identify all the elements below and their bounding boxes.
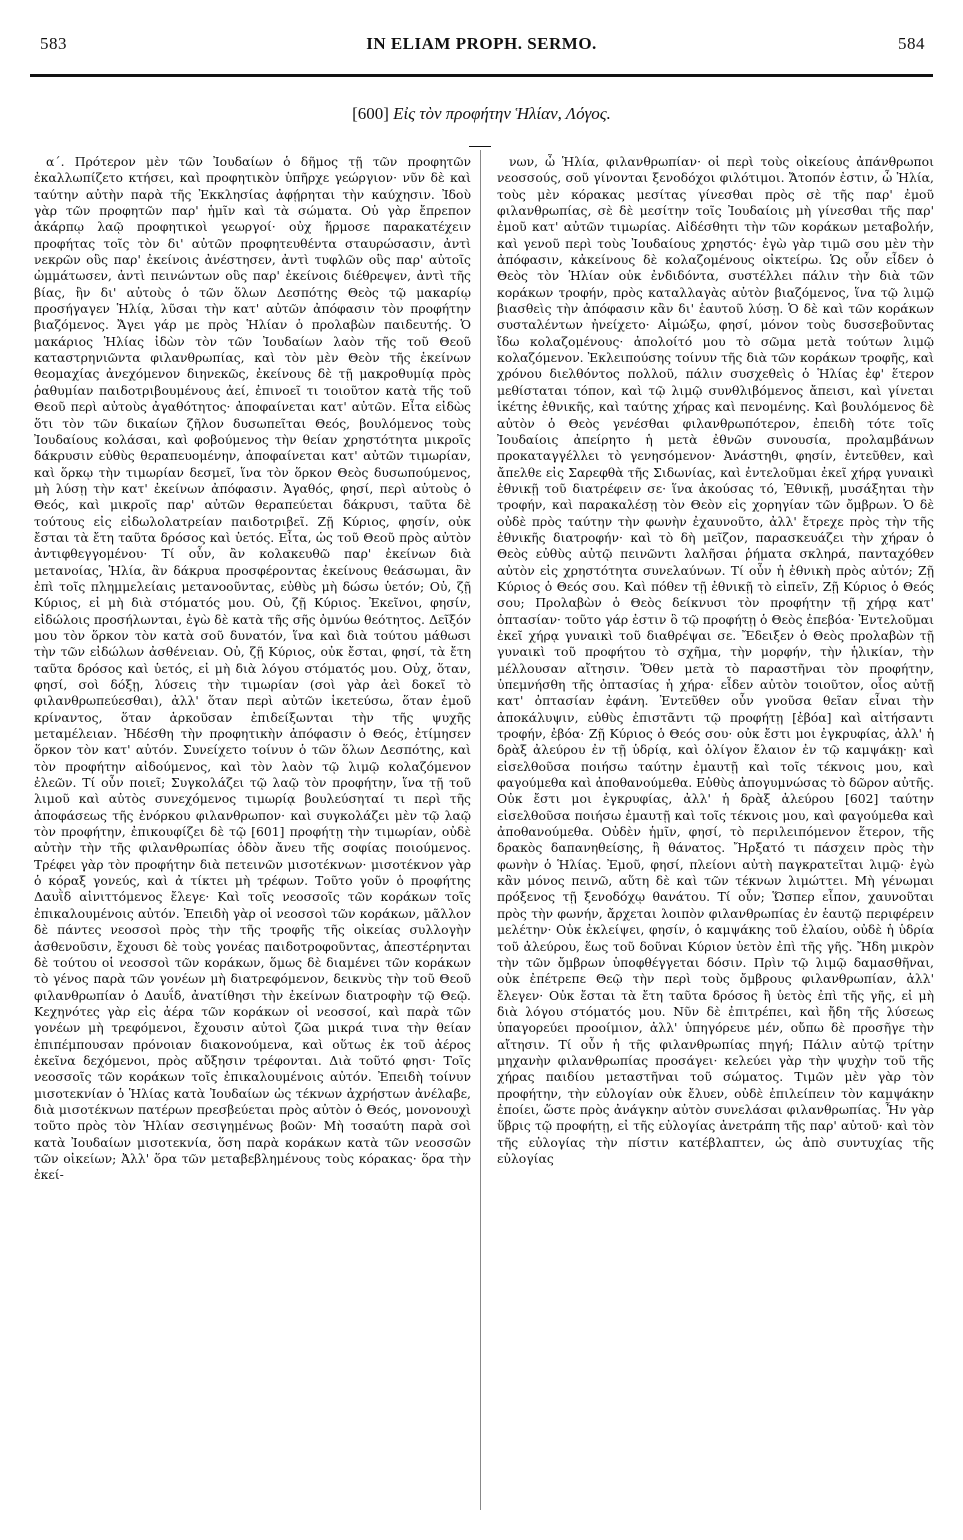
header-rule bbox=[30, 74, 933, 77]
page-number-left: 583 bbox=[40, 34, 67, 53]
title-dash bbox=[469, 146, 491, 147]
section-title-ref: [600] bbox=[352, 104, 389, 123]
section-title-text: Εἰς τὸν προφήτην Ἡλίαν, Λόγος. bbox=[393, 104, 611, 123]
left-column-text: α΄. Πρότερον μὲν τῶν Ἰουδαίων ὁ δῆμος τῇ τῶν προφητῶν ἐκαλλωπίζετο κτήσει, καὶ προφητικὸν ὑπῆρχε γεώργιον· νῦν δὲ καὶ ταύτην αὐτὴν παρὰ τῆς Ἐκκλησίας ἀφῄρηται τὴν καύχησιν. Ἰδοὺ γὰρ τῶν προφητῶν παρ' ἡμῖν καὶ τὰ σώματα. Οὐ γὰρ ἔπρεπον ἀκάρπῳ λαῷ προφητικοὶ γεωργοί· οὐχ ἥρμοσε παρακατέχειν προφήτας τοῖς τὸν δι' αὐτῶν προφητευθέντα σταυρώσασιν, ἀντὶ νεκρῶν οὓς παρ' ἐκείνοις ἀνέστησεν, ἀντὶ τυφλῶν οὓς παρ' αὐτοῖς ὠμμάτωσεν, ἀντὶ πεινώντων οὓς παρ' ἐκείνοις διέθρεψεν, ἀντὶ τῆς βίας, ἣν δι' αὐτοὺς ὁ τῶν ὅλων Δεσπότης Θεὸς τῷ μακαρίῳ προσήγαγεν Ἡλίᾳ, λῦσαι τὴν κατ' αὐτῶν ἀπόφασιν τὸν προφήτην βιαζόμενος. Ἄγει γάρ με πρὸς Ἡλίαν ὁ προλαβὼν παιδευτής. Ὁ μακάριος Ἡλίας ἰδὼν τὸν τῶν Ἰουδαίων λαὸν τῆς τοῦ Θεοῦ καταστρηνιῶντα φιλανθρωπίας, καὶ τὸν μὲν Θεὸν τῆς ἐκείνων θεομαχίας ἀνεχόμενον διηνεκῶς, ἐκείνους δὲ τῇ μακροθυμίᾳ πρὸς ῥαθυμίαν παιδοτριβουμένους ἀεί, ἐπινοεῖ τι τοιοῦτον κατὰ τῆς τοῦ Θεοῦ περὶ αὐτοὺς ἀγαθότητος· ἀποφαίνεται κατ' αὐτῶν. Εἶτα εἰδὼς ὅτι τὸν τῶν δικαίων ζῆλον δυσωπεῖται Θεός, βουλόμενος τοὺς Ἰουδαίους κολάσαι, καὶ φοβούμενος τὴν θείαν χρηστότητα μικροῖς δάκρυσιν εὐθὺς θεραπευομένην, ἀποφαίνεται κατ' αὐτῶν τιμωρίαν, καὶ ὅρκῳ τὴν τιμωρίαν δεσμεῖ, ἵνα τὸν ὅρκον Θεὸς δυσωπούμενος, μὴ λύσῃ τὴν κατ' ἐκείνων ἀπόφασιν. Ἀγαθός, φησί, περὶ αὐτοὺς ὁ Θεός, καὶ μικροῖς παρ' αὐτῶν θεραπεύεται δάκρυσι, ταῦτα δὲ τούτους εἰς εἰδωλολατρείαν παιδοτριβεῖ. Ζῇ Κύριος, φησίν, οὐκ ἔσται τὰ ἔτη ταῦτα δρόσος καὶ ὑετός. Εἶτα, ὡς τοῦ Θεοῦ πρὸς αὐτὸν ἀντιφθεγγομένου· Τί οὖν, ἂν κολακευθῶ παρ' ἐκείνων διὰ μετανοίας, Ἡλία, ἂν δάκρυα προσφέροντας ἐκείνους θεάσωμαι, ἂν ἐπὶ τοῖς πλημμελείαις μετανοοῦντας, εὐθὺς μὴ δώσω ὑετόν; Οὐ, ζῇ Κύριος, εἰ μὴ διὰ στόματός μου. Οὐ, ζῇ Κύριος. Ἐκεῖνοι, φησίν, εἰδώλοις προσήλωνται, ἐγὼ δὲ κατὰ τῆς σῆς ὀμνύω θεότητος. Δεῖξόν μου τὸν ὅρκον τὸν κατὰ σοῦ δυνατόν, ἵνα καὶ διὰ τούτου μάθωσι τὴν τῶν εἰδώλων ἀσθένειαν. Οὐ, ζῇ Κύριος, οὐκ ἔσται, φησί, τὰ ἔτη ταῦτα δρόσος καὶ ὑετός, εἰ μὴ διὰ λόγου στόματός μου. Οὐχ, ὅταν, φησί, σοὶ δόξῃ, λύσεις τὴν τιμωρίαν (σοὶ γὰρ ἀεὶ δοκεῖ τὸ φιλανθρωπεύεσθαι), ἀλλ' ὅταν περὶ αὐτῶν ἱκετεύσω, ὅταν ἐμοῦ κρίναντος, ὅταν ἀρκοῦσαν ἐπιδείξωνται τὴν τῆς ψυχῆς μεταμέλειαν. Ἠδέσθη τὴν προφητικὴν ἀπόφασιν ὁ Θεός, ἐτίμησεν ὅρκον τὸν κατ' αὐτόν. Συνείχετο τοίνυν ὁ τῶν ὅλων Δεσπότης, καὶ τὸν προφήτην αἰδούμενος, καὶ τὸν λαὸν τῷ λιμῷ κολαζόμενον ἐλεῶν. Τί οὖν ποιεῖ; Συγκολάζει τῷ λαῷ τὸν προφήτην, ἵνα τῇ τοῦ λιμοῦ καὶ αὐτὸς συνεχόμενος τιμωρίᾳ βουλεύσηταί τι περὶ τῆς ἀποφάσεως τῆς ἐνόρκου φιλανθρωπον· καὶ συγκολάζει μὲν τῷ λαῷ τὸν προφήτην, ἐπικουφίζει δὲ τῷ [601] προφήτῃ τὴν τιμωρίαν, οὐδὲ αὐτὴν τὴν τῆς φιλανθρωπίας ὁδὸν ἄνευ τῆς σοφίας ποιούμενος. Τρέφει γὰρ τὸν προφήτην διὰ πετεινῶν μισοτέκνων· μισοτέκνον γὰρ ὁ κόραξ γονεύς, καὶ ἀ τίκτει μὴ τρέφων. Τοῦτο γοῦν ὁ προφήτης Δαυῒδ αἰνιττόμενος ἔλεγε· Καὶ τοῖς νεοσσοῖς τῶν κοράκων τοῖς ἐπικαλουμένοις αὐτόν. Ἐπειδὴ γὰρ οἱ νεοσσοὶ τῶν κοράκων, μᾶλλον δὲ πάντες νεοσσοὶ πρὸς τὴν τῆς τροφῆς τῆς οἰκείας συλλογὴν ἀσθενοῦσιν, ἔχουσι δὲ τοὺς γονέας παιδοτροφοῦντας, ἀπεστέρηνται δὲ τούτου οἱ νεοσσοὶ τῶν κοράκων, ὅμως δὲ διαμένει τῶν κοράκων τὸ γένος παρὰ τῶν γονέων μὴ διατρεφόμενον, δεικνὺς τὴν τοῦ Θεοῦ φιλανθρωπίαν ὁ Δαυΐδ, ἀνατίθησι τὴν ἐκείνων διατροφὴν τῷ Θεῷ. Κεχηνότες γὰρ εἰς ἀέρα τῶν κοράκων οἱ νεοσσοί, καὶ παρὰ τῶν γονέων μὴ τρεφόμενοι, ἔχουσιν αὐτοὶ ζῶα μικρά τινα τὴν θείαν ἐπιπέμπουσαν πρόνοιαν διακονούμενα, καὶ οὕτως ἐκ τοῦ ἀέρος ἐκεῖνα δεχόμενοι, πρὸς αὔξησιν τρέφονται. Διὰ τοῦτό φησι· Τοῖς νεοσσοῖς τῶν κοράκων τοῖς ἐπικαλουμένοις αὐτόν. Ἐπειδὴ τοίνυν μισοτεκνίαν ὁ Ἡλίας κατὰ Ἰουδαίων ὡς τέκνων ἀχρήστων ἀνέλαβε, διὰ μισοτέκνων πατέρων πρεσβεύεται πρὸς αὐτὸν ὁ Θεός, μονονουχὶ τοῦτο πρὸς τὸν Ἡλίαν σεσιγημένως βοῶν· Μὴ τοσαύτη παρὰ σοὶ κατὰ Ἰουδαίων μισοτεκνία, ὅση παρὰ κοράκων κατὰ τῶν νεοσσῶν τῶν οἰκείων; Ἀλλ' ὅρα τῶν μεταβεβλημένους τοὺς κόρακας· ὅρα τὴν ἐκεί- bbox=[34, 154, 471, 1183]
running-header bbox=[30, 34, 933, 64]
text-column-right bbox=[497, 154, 934, 1514]
right-column-text: νων, ὦ Ἡλία, φιλανθρωπίαν· οἱ περὶ τοὺς οἰκείους ἀπάνθρωποι νεοσσούς, σοῦ γίνονται ξενοδόχοι φιλότιμοι. Ἄτοπόν ἐστιν, ὦ Ἡλία, τοὺς μὲν κόρακας μεσίτας γίνεσθαι πρὸς σὲ τῆς παρ' ἐμοῦ φιλανθρωπίας, σὲ δὲ μεσίτην τοῖς Ἰουδαίοις μὴ γίνεσθαι τῆς παρ' ἐμοῦ κατ' αὐτῶν τιμωρίας. Αἰδέσθητι τὴν τῶν κοράκων μεταβολήν, καὶ γενοῦ περὶ τοὺς Ἰουδαίους χρηστός· ἐγὼ γὰρ τιμῶ σου μὲν τὴν ἀπόφασιν, κἀκείνους δὲ κολαζομένους οἰκτείρω. Ὡς οὖν εἶδεν ὁ Θεὸς τὸν Ἡλίαν οὐκ ἐνδιδόντα, συστέλλει πάλιν τὴν διὰ τῶν κοράκων τροφήν, πρὸς καταλλαγὰς αὐτὸν βιαζόμενος, ἵνα τῷ λιμῷ βιασθεὶς τὴν ἀπόφασιν κἂν δι' ἑαυτοῦ λύσῃ. Ὁ δὲ καὶ τῶν κοράκων συσταλέντων ἠνείχετο· Αἱμώξω, φησί, μόνον τοὺς δυσσεβοῦντας ἴδω κολαζομένους· ἀπολοίτό μου τὸ σῶμα μετὰ τούτων λιμῷ κολαζόμενον. Ἐκλειπούσης τοίνυν τῆς διὰ τῶν κοράκων τροφῆς, καὶ χρόνου διελθόντος πολλοῦ, πάλιν συσχεθεὶς ὁ Ἡλίας ἐφ' ἕτερον μεθίσταται τόπον, καὶ τῷ λιμῷ συνθλιβόμενος ἄπεισι, καὶ γίνεται ἱκέτης ἐθνικῆς, καὶ ταύτης χήρας καὶ πενομένης. Καὶ βουλόμενος δὲ αὐτὸν ὁ Θεὸς γενέσθαι φιλανθρωπότερον, ἐπειδὴ τότε τοῖς Ἰουδαίοις ἀπείρητο ἡ μετὰ ἐθνῶν συνουσία, προλαμβάνων προκαταγγέλλει τὸ γενησόμενον· Ἀνάστηθι, φησίν, ἐντεῦθεν, καὶ ἄπελθε εἰς Σαρεφθὰ τῆς Σιδωνίας, καὶ ἐντελοῦμαι ἐκεῖ χήρᾳ γυναικὶ ἐθνικῇ τοῦ διατρέφειν σε· ἵνα ἀκούσας τό, Ἐθνικῇ, μυσάξηται τὴν τροφήν, καὶ παρακαλέσῃ τὸν Θεὸν εἰς χορηγίαν τῶν ὄμβρων. Ὁ δὲ οὐδὲ πρὸς ταύτην τὴν φωνὴν ἐχαυνοῦτο, ἀλλ' ἔτρεχε πρὸς τὴν τῆς ἐθνικῆς διατροφήν· καὶ τὸ δὴ μεῖζον, παρασκευάζει τὴν χήραν ὁ Θεὸς εὐθὺς αὐτῷ πεινῶντι λαλῆσαι ῥήματα σκληρά, πανταχόθεν αὐτὸν εἰς χρηστότητα συνελαύνων. Τί οὖν ἡ ἐθνικὴ πρὸς αὐτόν; Ζῇ Κύριος ὁ Θεός σου. Καὶ πόθεν τῇ ἐθνικῇ τὸ εἰπεῖν, Ζῇ Κύριος ὁ Θεός σου; Προλαβὼν ὁ Θεὸς δείκνυσι τὸν προφήτην τῇ χήρᾳ κατ' ὀπτασίαν· τοῦτο γάρ ἐστιν ὃ τῷ προφήτῃ ὁ Θεὸς ἐπεβόα· Ἐντελοῦμαι ἐκεῖ χήρᾳ γυναικὶ τοῦ διαθρέψαι σε. Ἔδειξεν ὁ Θεὸς προλαβὼν τῇ γυναικὶ τοῦ προφήτου τὸ σχῆμα, τὴν μορφήν, τὴν ἡλικίαν, τὴν μέλλουσαν αἴτησιν. Ὅθεν μετὰ τὸ παραστῆναι τὸν προφήτην, ὑπεμνήσθη τῆς ὀπτασίας ἡ χήρα· εἶδεν αὐτὸν τοιοῦτον, οἷος αὐτῇ κατ' ὀπτασίαν ἐφάνη. Ἐντεῦθεν οὖν γνοῦσα θεῖαν εἶναι τὴν ἀποκάλυψιν, εὐθὺς ἐπιστᾶντι τῷ προφήτῃ [ἐβόα] καὶ αἰτήσαντι τροφήν, ἐβόα· Ζῇ Κύριος ὁ Θεός σου· οὐκ ἔστι μοι ἐγκρυφίας, ἀλλ' ἡ δρὰξ ἀλεύρου ἐν τῇ ὑδρίᾳ, καὶ ὀλίγον ἔλαιον ἐν τῷ καμψάκῃ· καὶ εἰσελθοῦσα ποιήσω ταύτην ἐμαυτῇ καὶ τοῖς τέκνοις μου, καὶ φαγούμεθα καὶ ἀποθανούμεθα. Εὐθὺς ἀπογυμνώσας τὸ δῶρον αὐτῆς. Οὐκ ἔστι μοι ἐγκρυφίας, ἀλλ' ἡ δρὰξ ἀλεύρου [602] ταύτην εἰσελθοῦσα ποιήσω ἐμαυτῇ καὶ τοῖς τέκνοις μου, καὶ φαγούμεθα καὶ ἀποθανούμεθα. Οὐδὲν ἡμῖν, φησί, τὸ περιλειπόμενον ἕτερον, τῆς δρακὸς δαπανηθείσης, ἢ θάνατος. Ἤρξατό τι πάσχειν πρὸς τὴν φωνὴν ὁ Ἡλίας. Ἐμοῦ, φησί, πλείονι αὐτὴ παγκρατεῖται λιμῷ· ἐγὼ κἂν μόνος πεινῶ, αὕτη δὲ καὶ τῶν τέκνων λιμώττει. Μὴ γένωμαι πρόξενος τῇ ξενοδόχῳ θανάτου. Τί οὖν; Ὥσπερ εἶπον, χαυνοῦται πρὸς τὴν φωνήν, ἄρχεται λοιπὸν φιλανθρωπίας ἐν ἑαυτῷ περιφέρειν μελέτην· Οὐκ ἐκλείψει, φησίν, ὁ καμψάκης τοῦ ἐλαίου, οὐδὲ ἡ ὑδρία τοῦ ἀλεύρου, ἕως τοῦ δοῦναι Κύριον ὑετὸν ἐπὶ τῆς γῆς. Ἤδη μικρὸν τὴν τῶν ὄμβρων ὑποφθέγγεται δόσιν. Πρὶν τῷ λιμῷ δαμασθῆναι, οὐκ ἐπέτρεπε Θεῷ τὴν περὶ τοὺς ὄμβρους φιλανθρωπίαν, ἀλλ' ἔλεγεν· Οὐκ ἔσται τὰ ἔτη ταῦτα δρόσος ἢ ὑετὸς ἐπὶ τῆς γῆς, εἰ μὴ διὰ λόγου στόματός μου. Νῦν δὲ ἐπιτρέπει, καὶ ἤδη τῆς λύσεως ὑπαγορεύει προοίμιον, ἀλλ' ὑπηγόρευε μέν, οὔπω δὲ προσῆγε τὴν αἴτησιν. Τί οὖν ἡ τῆς φιλανθρωπίας πηγή; Πάλιν αὐτῷ τρίτην μηχανὴν φιλανθρωπίας προσάγει· κελεύει γὰρ τὴν ψυχὴν τοῦ τῆς χήρας παιδίου μεταστῆναι τοῦ σώματος. Τιμῶν μὲν γὰρ τὸν προφήτην, τὴν εὐλογίαν οὐκ ἔλυεν, οὐδὲ ἐπιλείπειν τὸν καμψάκην ἐποίει, ὥστε πρὸς ἀνάγκην αὐτὸν συνελάσαι φιλανθρωπίας. Ἦν γὰρ ὕβρις τῷ προφήτῃ, εἰ τῆς εὐλογίας ἀνετράπη τῆς παρ' αὐτοῦ· καὶ τὸν τῆς εὐλογίας τὴν πίστιν κατέβλαπτεν, ὡς ἀπὸ συντυχίας τῆς εὐλογίας bbox=[497, 154, 934, 1166]
section-title bbox=[0, 104, 963, 124]
text-column-left bbox=[34, 154, 471, 1514]
running-title: IN ELIAM PROPH. SERMO. bbox=[366, 34, 597, 53]
column-divider bbox=[480, 150, 481, 1510]
page-number-right: 584 bbox=[898, 34, 925, 53]
